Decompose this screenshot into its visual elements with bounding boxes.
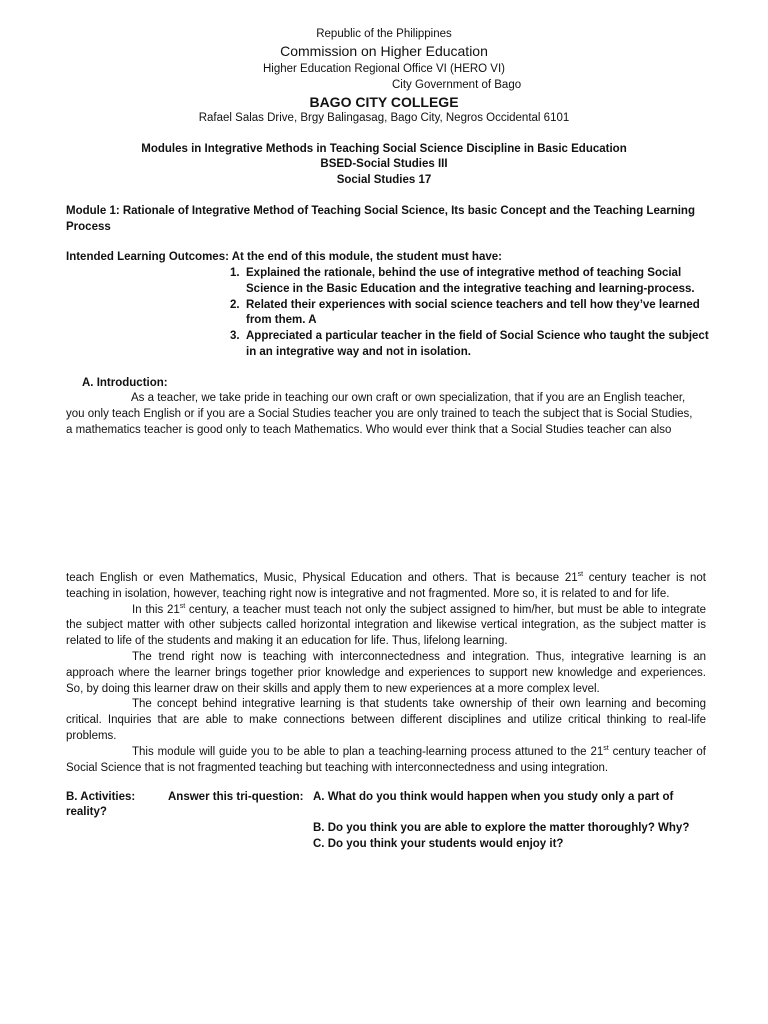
college-address: Rafael Salas Drive, Brgy Balingasag, Bago City, Negros Occidental 6101 xyxy=(198,112,570,124)
intro-line2: you only teach English or if you are a Social Studies teacher you are only trained to teach the subject that is Social Studies, xyxy=(66,408,693,420)
introduction-heading: A. Introduction: xyxy=(82,377,168,389)
intro-paragraph-3: The trend right now is teaching with interconnectedness and integration. Thus, integrative learning is an approach where the learner brings together prior knowledge and experiences to support new knowledge and experiences. So, by doing this learner draw on their skills and apply them to new experiences at a more complex level. xyxy=(66,650,706,695)
question-a-continued: reality? xyxy=(66,806,107,818)
course-title: Modules in Integrative Methods in Teaching Social Science Discipline in Basic Education xyxy=(141,143,627,155)
outcomes-list xyxy=(230,266,716,361)
question-c: C. Do you think your students would enjoy it? xyxy=(313,838,564,850)
commission-line: Commission on Higher Education xyxy=(280,43,488,59)
outcome-number: 2. xyxy=(230,298,240,311)
outcomes-intro: Intended Learning Outcomes: At the end of this module, the student must have: xyxy=(66,251,502,263)
question-b: B. Do you think you are able to explore the matter thoroughly? Why? xyxy=(313,822,690,834)
intro-paragraph-4: The concept behind integrative learning is that students take ownership of their own learning and becoming critical. Inquiries that are able to make connections between different disciplines and utilize critical thinking to real-life problems. xyxy=(66,698,706,742)
outcome-number: 1. xyxy=(230,267,240,279)
intro-paragraph-1: teach English or even Mathematics, Music, Physical Education and others. That is because 21st century teacher is not teaching in isolation, however, teaching right now is integrative and not fragmented. More so, it is related to and for life. xyxy=(66,571,706,600)
outcome-text-line2: in an integrative way and not in isolation. xyxy=(246,345,471,358)
intro-line1: As a teacher, we take pride in teaching our own craft or own specialization, that if you are an English teacher, xyxy=(131,392,686,404)
question-a: A. What do you think would happen when you study only a part of xyxy=(313,791,674,803)
outcome-item xyxy=(230,298,716,330)
outcome-number: 3. xyxy=(230,330,240,343)
intro-paragraph-2: In this 21st century, a teacher must teach not only the subject assigned to him/her, but must be able to integrate the subject matter with other subjects called horizontal integration and likewise vertical integration, as the subject matter is related to life of the students and making it an education for life. Thus, lifelong learning. xyxy=(66,602,707,648)
activities-label: B. Activities: xyxy=(66,791,136,803)
course-code: Social Studies 17 xyxy=(336,174,432,186)
regional-office-line: Higher Education Regional Office VI (HERO VI) xyxy=(262,63,506,75)
republic-line: Republic of the Philippines xyxy=(316,28,452,40)
introduction-body xyxy=(66,571,706,776)
outcome-text-line2: Science in the Basic Education and the integrative teaching and learning-process. xyxy=(246,282,695,295)
module-title-line1: Module 1: Rationale of Integrative Method of Teaching Social Science, Its basic Concept and the Teaching Learning xyxy=(66,205,695,217)
activities-prompt: Answer this tri-question: xyxy=(168,791,304,803)
outcome-item xyxy=(230,266,716,298)
outcome-item xyxy=(230,329,716,361)
module-title-line2: Process xyxy=(66,221,111,233)
outcome-text-line2: from them. A xyxy=(246,314,317,327)
outcome-text-line1: Related their experiences with social science teachers and tell how they’ve learned xyxy=(246,298,700,311)
city-government-line: City Government of Bago xyxy=(392,79,522,91)
course-program: BSED-Social Studies III xyxy=(320,158,448,170)
intro-paragraph-5: This module will guide you to be able to plan a teaching-learning process attuned to the 21st century teacher of Social Science that is not fragmented teaching but teaching with interconnectedness and using integration. xyxy=(66,744,706,774)
outcome-text-line1: Explained the rationale, behind the use of integrative method of teaching Social xyxy=(246,267,682,279)
intro-line3: a mathematics teacher is good only to teach Mathematics. Who would ever think that a Social Studies teacher can also xyxy=(66,424,672,436)
college-name: BAGO CITY COLLEGE xyxy=(309,94,459,110)
outcome-text-line1: Appreciated a particular teacher in the field of Social Science who taught the subject xyxy=(246,330,709,343)
